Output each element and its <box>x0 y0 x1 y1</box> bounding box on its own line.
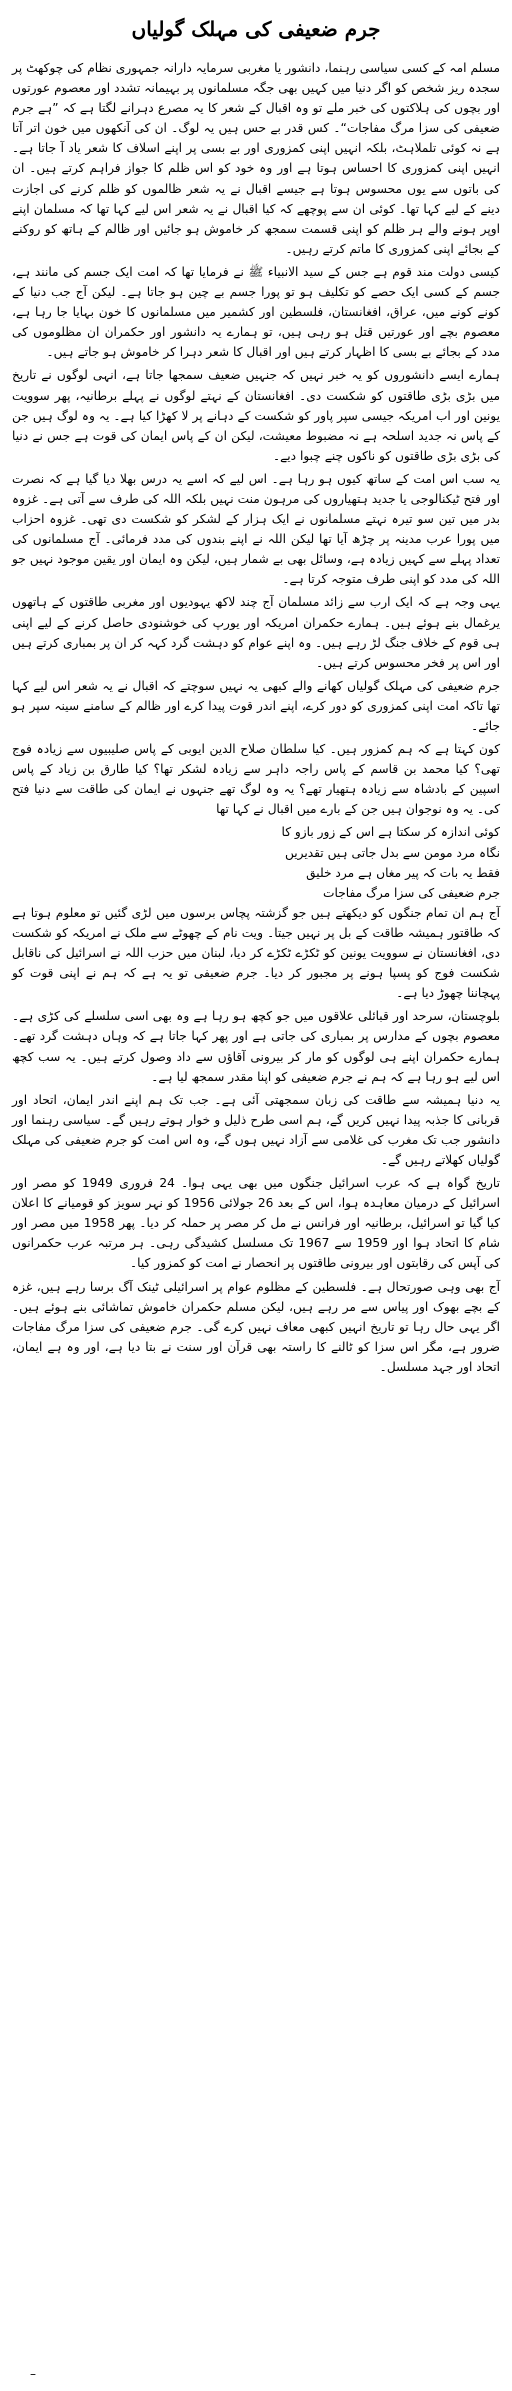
article-paragraph: آج بھی وہی صورتحال ہے۔ فلسطین کے مظلوم عوام پر اسرائیلی ٹینک آگ برسا رہے ہیں، غزہ کے بچے بھوک اور پیاس سے مر رہے ہیں، لیکن مسلم حکمران خاموش تماشائی بنے ہوئے ہیں۔ اگر یہی حال رہا تو تاریخ انہیں کبھی معاف نہیں کرے گی۔ جرم ضعیفی کی سزا مرگ مفاجات ضرور ہے، مگر اس سزا کو ٹالنے کا راستہ بھی قرآن اور سنت نے بتا دیا ہے، اور وہ ہے ایمان، اتحاد اور جہد مسلسل۔ <box>12 1279 500 1374</box>
article-paragraph: یہ سب اس امت کے ساتھ کیوں ہو رہا ہے۔ اس لیے کہ اسے یہ درس بھلا دیا گیا ہے کہ نصرت اور فتح ٹیکنالوجی یا جدید ہتھیاروں کی مرہون منت نہیں بلکہ اللہ کی طرف سے آتی ہے۔ غزوہ بدر میں تین سو تیرہ نہتے مسلمانوں نے ایک ہزار کے لشکر کو شکست دی تھی۔ غزوہ احزاب میں پورا عرب مدینہ پر چڑھ آیا تھا لیکن اللہ نے اپنے بندوں کی مدد فرمائی۔ آج مسلمانوں کی تعداد پہلے سے کہیں زیادہ ہے، وسائل بھی بے شمار ہیں، لیکن وہ ایمان اور یقین موجود نہیں جو اللہ کی مدد کو اپنی طرف متوجہ کرتا ہے۔ <box>12 471 500 587</box>
article-paragraph: کیسی دولت مند قوم ہے جس کے سید الانبیاء ﷺ نے فرمایا تھا کہ امت ایک جسم کی مانند ہے، جسم کے کسی ایک حصے کو تکلیف ہو تو پورا جسم بے چین ہو جاتا ہے۔ لیکن آج جب دنیا کے کونے کونے میں، عراق، افغانستان، فلسطین اور کشمیر میں مسلمانوں کا خون بہایا جا رہا ہے، معصوم بچے اور عورتیں قتل ہو رہی ہیں، تو ہمارے یہ دانشور اور حکمران ان مظلوموں کی مدد کے بجائے بے بسی کا اظہار کرتے ہیں اور اقبال کا شعر دہرا کر خاموش ہو جاتے ہیں۔ <box>12 264 500 360</box>
article-paragraph: ہمارے ایسے دانشوروں کو یہ خبر نہیں کہ جنہیں ضعیف سمجھا جاتا ہے، انہی لوگوں نے تاریخ میں بڑی بڑی طاقتوں کو شکست دی۔ افغانستان کے نہتے لوگوں نے پہلے برطانیہ، پھر سوویت یونین اور اب امریکہ جیسی سپر پاور کو شکست کے دہانے پر لا کھڑا کیا ہے۔ یہ وہ لوگ ہیں جن کے پاس نہ جدید اسلحہ ہے نہ مضبوط معیشت، لیکن ان کے پاس ایمان کی قوت ہے جس نے دنیا کی بڑی بڑی طاقتوں کو ناکوں چنے چبوا دیے۔ <box>12 368 500 463</box>
article-paragraph: کون کہتا ہے کہ ہم کمزور ہیں۔ کیا سلطان صلاح الدین ایوبی کے پاس صلیبیوں سے زیادہ فوج تھی؟ کیا محمد بن قاسم کے پاس راجہ داہر سے زیادہ لشکر تھا؟ کیا طارق بن زیاد کے پاس اسپین کے بادشاہ سے زیادہ ہتھیار تھے؟ یہ وہ لوگ تھے جنہوں نے ایمان کی طاقت سے دنیا فتح کی۔ یہ وہ نوجوان ہیں جن کے بارے میں اقبال نے کہا تھا <box>12 742 500 817</box>
article-paragraph: مسلم امہ کے کسی سیاسی رہنما، دانشور یا مغربی سرمایہ دارانہ جمہوری نظام کی چوکھٹ پر سجدہ ریز شخص کو اگر دنیا میں کہیں بھی جگہ مسلمانوں پر بہیمانہ تشدد اور معصوم عورتوں اور بچوں کی ہلاکتوں کی خبر ملے تو وہ اقبال کے شعر کا یہ مصرع دہرانے لگتا ہے کہ ”ہے جرم ضعیفی کی سزا مرگ مفاجات“۔ کس قدر بے حس ہیں یہ لوگ۔ ان کی آنکھوں میں خون اتر آتا ہے نہ کوئی تلملاہٹ، بلکہ انہیں اپنی کمزوری اور بے بسی پر اپنے اسلاف کا شعر یاد آ جاتا ہے۔ انہیں اپنی کمزوری کا احساس ہوتا ہے اور وہ خود کو اس ظلم کا جواز فراہم کرتے ہیں۔ ان کی باتوں سے یوں محسوس ہوتا ہے جیسے اقبال نے یہ شعر ظالموں کو ظلم کرنے کی اجازت دینے کے لیے کہا تھا۔ کوئی ان سے پوچھے کہ کیا اقبال نے یہ شعر اس لیے کہا تھا کہ مسلمان اپنے اوپر ہونے والے ہر ظلم کو اپنی قسمت سمجھ کر خاموش ہو جائیں اور ظالم کے ہاتھ کو روکنے کے بجائے اپنی کمزوری کا ماتم کرتے رہیں۔ <box>12 61 500 256</box>
article-paragraph: یہی وجہ ہے کہ ایک ارب سے زائد مسلمان آج چند لاکھ یہودیوں اور مغربی طاقتوں کے ہاتھوں یرغمال بنے ہوئے ہیں۔ ہمارے حکمران امریکہ اور یورپ کی خوشنودی حاصل کرنے کے لیے اپنی ہی قوم کے خلاف جنگ لڑ رہے ہیں۔ وہ اپنے عوام کو دہشت گرد کہہ کر ان پر بمباری کرتے ہیں اور اس پر فخر محسوس کرتے ہیں۔ <box>12 595 500 670</box>
poetry-verse: نگاہ مرد مومن سے بدل جاتی ہیں تقدیریں <box>284 845 500 860</box>
poetry-verse: جرم ضعیفی کی سزا مرگ مفاجات <box>323 885 500 900</box>
article-paragraph: بلوچستان، سرحد اور قبائلی علاقوں میں جو کچھ ہو رہا ہے وہ بھی اسی سلسلے کی کڑی ہے۔ معصوم بچوں کے مدارس پر بمباری کی جاتی ہے اور پھر کہا جاتا ہے کہ وہاں دہشت گرد تھے۔ ہمارے حکمران اپنے ہی لوگوں کو مار کر بیرونی آقاؤں سے داد وصول کرتے ہیں۔ یہ سب کچھ اس لیے ہو رہا ہے کہ ہم نے جرم ضعیفی کو اپنا مقدر سمجھ لیا ہے۔ <box>12 1009 500 1084</box>
article-paragraph: یہ دنیا ہمیشہ سے طاقت کی زبان سمجھتی آئی ہے۔ جب تک ہم اپنے اندر ایمان، اتحاد اور قربانی کا جذبہ پیدا نہیں کریں گے، ہم اسی طرح ذلیل و خوار ہوتے رہیں گے۔ سیاسی رہنما اور دانشور جب تک مغرب کی غلامی سے آزاد نہیں ہوں گے، وہ اس امت کو جرم ضعیفی کی مہلک گولیاں کھلاتے رہیں گے۔ <box>12 1092 500 1167</box>
page-end-marker: – <box>30 2367 36 2381</box>
article-title: جرم ضعیفی کی مہلک گولیاں <box>131 17 381 41</box>
poetry-verse: کوئی اندازہ کر سکتا ہے اس کے زور بازو کا <box>281 825 500 840</box>
article-paragraph: آج ہم ان تمام جنگوں کو دیکھتے ہیں جو گزشتہ پچاس برسوں میں لڑی گئیں تو معلوم ہوتا ہے کہ طاقتور ہمیشہ طاقت کے بل پر نہیں جیتا۔ ویت نام کے چھوٹے سے ملک نے امریکہ کو شکست دی، افغانستان نے سوویت یونین کو ٹکڑے ٹکڑے کر دیا، لبنان میں حزب اللہ نے اسرائیل کی ناقابل شکست فوج کو پسپا ہونے پر مجبور کر دیا۔ جرم ضعیفی تو یہ ہے کہ ہم نے اپنی قوت کو پہچاننا چھوڑ دیا ہے۔ <box>12 905 500 1001</box>
poetry-verse: فقط یہ بات کہ پیر مغاں ہے مرد خلیق <box>306 865 500 880</box>
article-paragraph: تاریخ گواہ ہے کہ عرب اسرائیل جنگوں میں بھی یہی ہوا۔ 24 فروری 1949 کو مصر اور اسرائیل کے درمیان معاہدہ ہوا، اس کے بعد 26 جولائی 1956 کو نہر سویز کو قومیانے کا اعلان کیا گیا تو اسرائیل، برطانیہ اور فرانس نے مل کر مصر پر حملہ کر دیا۔ پھر 1958 میں مصر اور شام کا اتحاد ہوا اور 1959 سے 1967 تک مسلسل کشیدگی رہی۔ ہر مرتبہ عرب حکمرانوں کی آپس کی رقابتوں اور بیرونی طاقتوں پر انحصار نے امت کو کمزور کیا۔ <box>12 1176 500 1271</box>
article-paragraph: جرم ضعیفی کی مہلک گولیاں کھانے والے کبھی یہ نہیں سوچتے کہ اقبال نے یہ شعر اس لیے کہا تھا تاکہ امت اپنی کمزوری کو دور کرے، اپنے اندر قوت پیدا کرے اور ظالم کے سامنے سینہ سپر ہو جائے۔ <box>12 678 500 733</box>
